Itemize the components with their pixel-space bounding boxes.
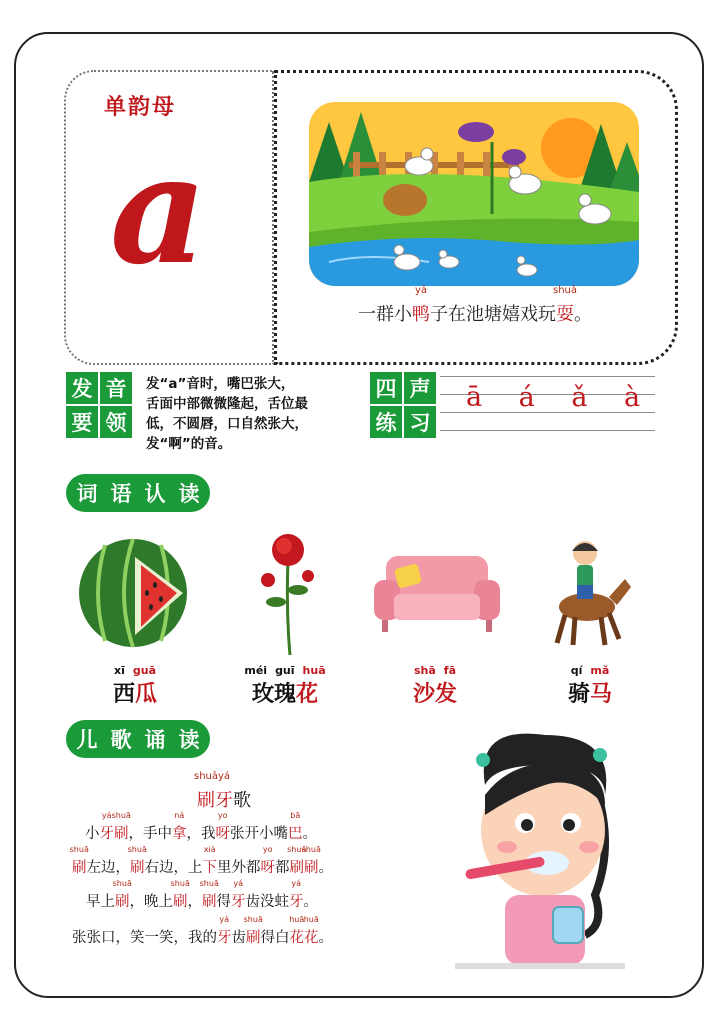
word-pinyin: xī — [113, 664, 125, 677]
story-sentence — [310, 285, 640, 326]
pinyin-char: 刷 shuā — [243, 915, 263, 946]
pinyin-annotation: huā — [303, 915, 319, 924]
song-line — [86, 879, 318, 911]
song-title — [193, 771, 251, 812]
song-text: 小 — [85, 826, 100, 842]
sofa-icon — [372, 550, 502, 635]
heading-char: 语 — [105, 477, 137, 509]
pronunciation-tips — [146, 374, 366, 454]
badge-char: 习 — [404, 406, 436, 438]
pinyin-annotation: yá — [291, 879, 302, 888]
pinyin-char: 刷 shuā — [170, 879, 190, 910]
pronunciation-badge — [66, 372, 132, 438]
page-title: 单韵母 — [104, 95, 177, 120]
song-text: 早上 — [86, 894, 115, 910]
song-title-char: 牙 yá — [215, 771, 233, 811]
tip-line: 低，不圆唇，口自然张大， — [146, 416, 308, 432]
badge-char: 练 — [370, 406, 402, 438]
pinyin-char: 刷 shuā — [301, 845, 321, 876]
pinyin-char: 呀 yo — [215, 811, 230, 842]
word-ride-horse — [545, 664, 635, 708]
song-line — [69, 845, 333, 877]
horse-rider-icon — [545, 535, 635, 650]
pinyin-annotation: yá — [101, 811, 112, 820]
pinyin-annotation: shuā — [193, 771, 219, 782]
song-text: ，晚上 — [129, 894, 173, 910]
song-text: 张开小嘴 — [230, 826, 288, 842]
song-text: 右边，上 — [144, 860, 203, 876]
pinyin-char: 鸭 yā — [412, 285, 430, 325]
word-char: 马 — [590, 682, 613, 707]
word-char: 骑 — [567, 682, 590, 707]
heading-char: 歌 — [105, 723, 137, 755]
badge-char: 声 — [404, 372, 436, 404]
sentence-text: 子在池塘嬉戏玩 — [430, 304, 556, 325]
tone-marks: ā á ǎ à — [466, 382, 655, 413]
song-text: 里外都 — [217, 860, 261, 876]
pinyin-annotation: shuǎ — [552, 285, 578, 296]
song-text: 。 — [318, 930, 333, 946]
pinyin-annotation: shuā — [127, 845, 147, 854]
badge-char: 领 — [100, 406, 132, 438]
pinyin-annotation: bā — [290, 811, 301, 820]
word-pinyin: shā — [413, 664, 436, 677]
words-heading — [66, 474, 210, 512]
sentence-text: 一群小 — [358, 304, 412, 325]
song-title-char: 歌 — [233, 790, 251, 811]
word-char: 发 — [435, 682, 458, 707]
pinyin-annotation: shuā — [170, 879, 190, 888]
pinyin-char: 下 xià — [202, 845, 217, 876]
pinyin-annotation: huā — [289, 915, 305, 924]
song-line — [72, 915, 333, 947]
tip-line: 舌面中部微微隆起，舌位最 — [146, 396, 308, 412]
song-text: 张张口，笑一笑，我的 — [72, 930, 217, 946]
pinyin-char: 刷 shuā — [287, 845, 307, 876]
word-char: 瓜 — [135, 682, 158, 707]
song-text: ，手中 — [128, 826, 172, 842]
word-pinyin: qí — [570, 664, 583, 677]
pinyin-char: 呀 yo — [260, 845, 275, 876]
pinyin-annotation: shuā — [287, 845, 307, 854]
tones-badge — [370, 372, 436, 438]
word-pinyin: méi — [244, 664, 268, 677]
heading-char: 读 — [173, 723, 205, 755]
song-title-char: 刷 shuā — [193, 771, 219, 811]
pinyin-annotation: shuā — [69, 845, 89, 854]
badge-char: 要 — [66, 406, 98, 438]
pinyin-char: 牙 yá — [99, 811, 114, 842]
heading-char: 儿 — [71, 723, 103, 755]
pinyin-annotation: shuā — [301, 845, 321, 854]
watermelon-icon — [75, 535, 195, 650]
tip-line: 发“啊”的音。 — [146, 436, 232, 452]
pinyin-annotation: shuā — [112, 879, 132, 888]
song-text: 齿没蛀 — [245, 894, 289, 910]
word-char: 沙 — [412, 682, 435, 707]
pinyin-char: 牙 yá — [217, 915, 232, 946]
word-pinyin: guā — [132, 664, 156, 677]
pinyin-annotation: xià — [203, 845, 216, 854]
pinyin-char: 刷 shuā — [69, 845, 89, 876]
pinyin-annotation: yá — [217, 771, 231, 782]
pinyin-char: 刷 shuā — [199, 879, 219, 910]
pinyin-annotation: yá — [233, 879, 244, 888]
pinyin-annotation: shuā — [111, 811, 131, 820]
badge-char: 四 — [370, 372, 402, 404]
word-watermelon — [90, 664, 180, 708]
badge-char: 发 — [66, 372, 98, 404]
pinyin-annotation: yā — [414, 285, 428, 296]
pinyin-char: 拿 ná — [172, 811, 187, 842]
sentence-text: 。 — [574, 304, 592, 325]
word-char: 西 — [112, 682, 135, 707]
pinyin-char: 花 huā — [303, 915, 319, 946]
word-pinyin: guī — [275, 664, 295, 677]
pinyin-char: 巴 bā — [288, 811, 303, 842]
word-rose — [235, 664, 335, 708]
pinyin-char: 耍 shuǎ — [552, 285, 578, 325]
word-char: 玫 — [251, 682, 274, 707]
rose-icon — [258, 530, 318, 655]
heading-char: 读 — [173, 477, 205, 509]
pinyin-annotation: shuā — [243, 915, 263, 924]
pinyin-char: 刷 shuā — [127, 845, 147, 876]
word-pinyin: fā — [443, 664, 457, 677]
pinyin-char: 花 huā — [289, 915, 305, 946]
song-text: 都 — [275, 860, 290, 876]
song-text: ， — [187, 894, 202, 910]
song-text: 。 — [318, 860, 333, 876]
pinyin-char: 刷 shuā — [111, 811, 131, 842]
word-char: 瑰 — [273, 682, 296, 707]
song-heading — [66, 720, 210, 758]
pinyin-char: 牙 yá — [289, 879, 304, 910]
song-text: 。 — [302, 826, 317, 842]
pinyin-char: 牙 yá — [231, 879, 246, 910]
song-text: 得白 — [260, 930, 290, 946]
badge-char: 音 — [100, 372, 132, 404]
heading-char: 词 — [71, 477, 103, 509]
pinyin-annotation: shuā — [199, 879, 219, 888]
song-text: 齿 — [231, 930, 246, 946]
song-text: ，我 — [186, 826, 216, 842]
word-char: 花 — [296, 682, 319, 707]
song-text: 。 — [303, 894, 318, 910]
song-text: 得 — [216, 894, 231, 910]
word-pinyin: mǎ — [590, 664, 610, 677]
tip-line: 发“a”音时，嘴巴张大， — [146, 376, 295, 392]
song-text: 左边， — [86, 860, 130, 876]
word-sofa — [390, 664, 480, 708]
pinyin-annotation: ná — [174, 811, 185, 820]
pinyin-annotation: yá — [219, 915, 230, 924]
girl-brushing-teeth-illustration — [455, 725, 625, 970]
heading-char: 认 — [139, 477, 171, 509]
heading-char: 诵 — [139, 723, 171, 755]
duck-pond-illustration — [309, 102, 639, 286]
pinyin-char: 刷 shuā — [112, 879, 132, 910]
song-line — [85, 811, 317, 843]
pinyin-annotation: yo — [217, 811, 228, 820]
pinyin-annotation: yo — [262, 845, 273, 854]
vowel-letter: a — [110, 122, 208, 298]
card-divider — [272, 72, 274, 362]
word-pinyin: huā — [302, 664, 326, 677]
